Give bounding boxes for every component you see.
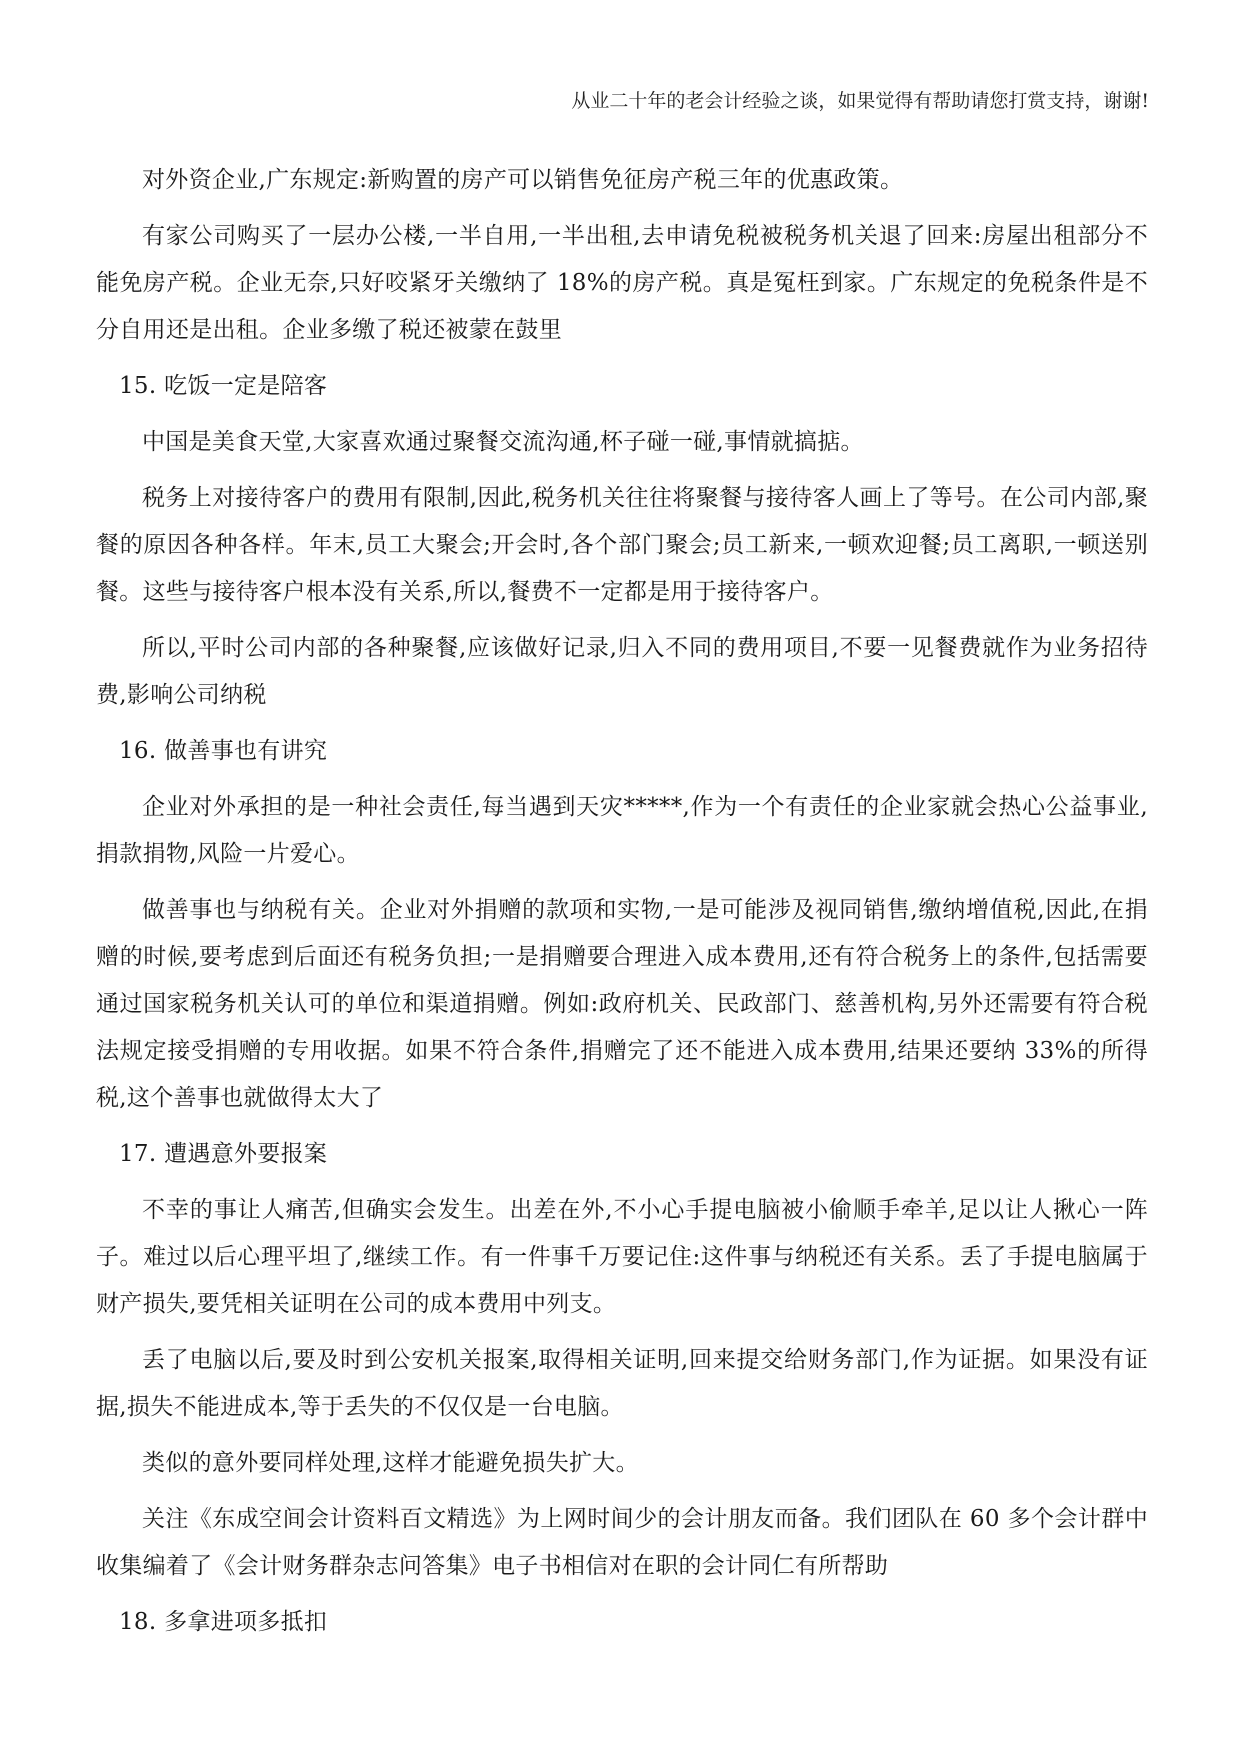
paragraph-guangdong-policy: 对外资企业,广东规定:新购置的房产可以销售免征房产税三年的优惠政策。 (142, 167, 904, 193)
paragraph-promotion: 关注《东成空间会计资料百文精选》为上网时间少的会计朋友而备。我们团队在 60 多个会计群中收集编着了《会计财务群杂志问答集》电子书相信对在职的会计同仁有所帮助 (96, 1506, 1148, 1579)
section-heading-18: 18. 多拿进项多抵扣 (119, 1609, 328, 1635)
header-divider (96, 122, 1149, 123)
paragraph-entertainment-limits: 税务上对接待客户的费用有限制,因此,税务机关往往将聚餐与接待客人画上了等号。在公司内部,聚餐的原因各种各样。年末,员工大聚会;开会时,各个部门聚会;员工新来,一顿欢迎餐;员工离职,一顿送别餐。这些与接待客户根本没有关系,所以,餐费不一定都是用于接待客户。 (96, 485, 1148, 605)
paragraph-meal-records: 所以,平时公司内部的各种聚餐,应该做好记录,归入不同的费用项目,不要一见餐费就作为业务招待费,影响公司纳税 (96, 635, 1148, 708)
section-heading-17: 17. 遭遇意外要报案 (119, 1141, 328, 1167)
document-body (96, 157, 1148, 1655)
paragraph-social-responsibility: 企业对外承担的是一种社会责任,每当遇到天灾*****,作为一个有责任的企业家就会热心公益事业,捐款捐物,风险一片爱心。 (96, 794, 1148, 867)
paragraph-police-report: 丢了电脑以后,要及时到公安机关报案,取得相关证明,回来提交给财务部门,作为证据。如果没有证据,损失不能进成本,等于丢失的不仅仅是一台电脑。 (96, 1347, 1148, 1420)
page-header: 从业二十年的老会计经验之谈，如果觉得有帮助请您打赏支持，谢谢! (571, 90, 1149, 112)
section-heading-16: 16. 做善事也有讲究 (119, 738, 328, 764)
section-heading-15: 15. 吃饭一定是陪客 (119, 373, 328, 399)
paragraph-donation-tax: 做善事也与纳税有关。企业对外捐赠的款项和实物,一是可能涉及视同销售,缴纳增值税,因此,在捐赠的时候,要考虑到后面还有税务负担;一是捐赠要合理进入成本费用,还有符合税务上的条件,包括需要通过国家税务机关认可的单位和渠道捐赠。例如:政府机关、民政部门、慈善机构,另外还需要有符合税法规定接受捐赠的专用收据。如果不符合条件,捐赠完了还不能进入成本费用,结果还要纳 33%的所得税,这个善事也就做得太大了 (96, 897, 1148, 1111)
paragraph-similar-accidents: 类似的意外要同样处理,这样才能避免损失扩大。 (142, 1450, 639, 1476)
paragraph-food-culture: 中国是美食天堂,大家喜欢通过聚餐交流沟通,杯子碰一碰,事情就搞掂。 (142, 429, 864, 455)
paragraph-laptop-theft: 不幸的事让人痛苦,但确实会发生。出差在外,不小心手提电脑被小偷顺手牵羊,足以让人揪心一阵子。难过以后心理平坦了,继续工作。有一件事千万要记住:这件事与纳税还有关系。丢了手提电脑属于财产损失,要凭相关证明在公司的成本费用中列支。 (96, 1197, 1148, 1317)
paragraph-office-building-case: 有家公司购买了一层办公楼,一半自用,一半出租,去申请免税被税务机关退了回来:房屋出租部分不能免房产税。企业无奈,只好咬紧牙关缴纳了 18%的房产税。真是冤枉到家。广东规定的免税条件是不分自用还是出租。企业多缴了税还被蒙在鼓里 (96, 223, 1148, 343)
